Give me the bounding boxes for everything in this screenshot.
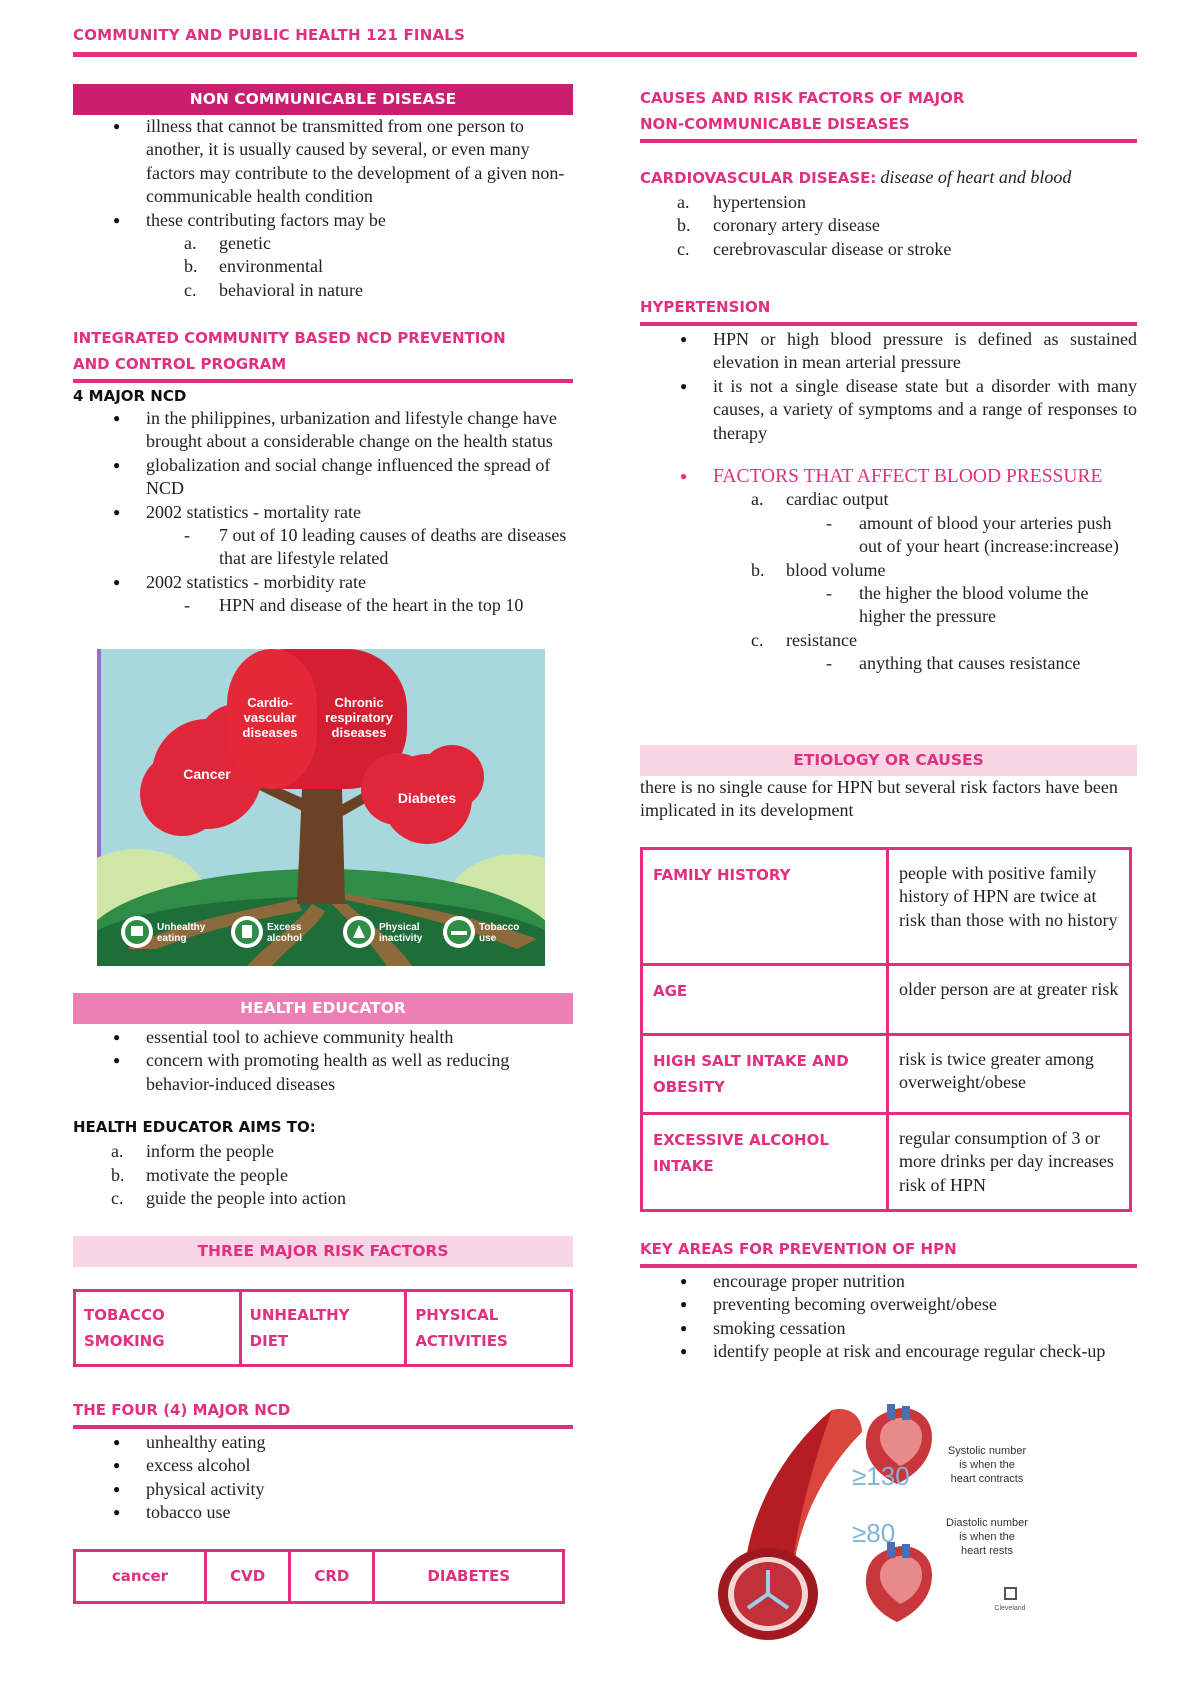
ncd-section <box>73 84 573 302</box>
cvd-item-a: a. hypertension <box>677 192 806 212</box>
tree-chronic-label-3: diseases <box>331 725 387 740</box>
icbp-dash-1: - 7 out of 10 leading causes of deaths are diseases that are lifestyle related <box>184 525 567 569</box>
etiology-head-4: EXCESSIVE ALCOHOL INTAKE <box>642 1113 888 1210</box>
systolic-text-2: is when the <box>959 1459 1015 1471</box>
icbp-bullet-4: ● 2002 statistics - morbidity rate <box>73 571 573 594</box>
health-educator-title: HEALTH EDUCATOR <box>73 993 573 1024</box>
icbp-bullet-3: ● 2002 statistics - mortality rate <box>73 501 573 524</box>
etiology-title: ETIOLOGY OR CAUSES <box>640 745 1137 776</box>
excess-alcohol-icon <box>231 916 263 948</box>
hpn-bullet-1: ● HPN or high blood pressure is defined as sustained elevation in mean arterial pressure <box>640 328 1137 375</box>
four-major-title: THE FOUR (4) MAJOR NCD <box>73 1401 291 1419</box>
tree-cardio-label-2: vascular <box>243 710 297 725</box>
factors-head: ● FACTORS THAT AFFECT BLOOD PRESSURE <box>640 465 1137 488</box>
heart-rest-icon <box>866 1542 932 1622</box>
causes-section <box>640 85 1137 261</box>
ncd-cell-cancer: cancer <box>75 1550 206 1602</box>
etiology-text: there is no single cause for HPN but several risk factors have been implicated in its development <box>640 777 1118 821</box>
factor-b: b. blood volume <box>751 559 886 580</box>
icbp-title-line-2: AND CONTROL PROGRAM <box>73 355 287 373</box>
systolic-text-1: Systolic number <box>947 1445 1027 1457</box>
prevention-item-4: ● identify people at risk and encourage regular check-up <box>640 1340 1137 1363</box>
etiology-body-1: people with positive family history of HPN are twice at risk than those with no history <box>888 848 1131 964</box>
factor-a: a. cardiac output <box>751 489 889 510</box>
ncd-factor-b: b. environmental <box>184 256 323 277</box>
etiology-body-2: older person are at greater risk <box>888 964 1131 1034</box>
prevention-title: KEY AREAS FOR PREVENTION OF HPN <box>640 1240 957 1258</box>
educator-bullet-1: ● essential tool to achieve community health <box>73 1026 573 1049</box>
ncd-bullet-1: ● illness that cannot be transmitted from one person to another, it is usually caused by several, or even many factors may contribute to the development of a given non-communicable health condition <box>73 115 573 209</box>
prevention-item-2: ● preventing becoming overweight/obese <box>640 1293 1137 1316</box>
icon-label-2a: Excess <box>267 922 302 933</box>
diastolic-value: ≥80 <box>852 1518 896 1548</box>
four-item-1: ● unhealthy eating <box>73 1431 573 1454</box>
four-ncd-table <box>73 1549 565 1604</box>
cleveland-logo-icon <box>1005 1588 1016 1599</box>
ncd-cell-crd: CRD <box>290 1550 374 1602</box>
ncd-cell-cvd: CVD <box>205 1550 289 1602</box>
ncd-factor-c: c. behavioral in nature <box>184 279 363 300</box>
etiology-body-4: regular consumption of 3 or more drinks per day increases risk of HPN <box>888 1113 1131 1210</box>
systolic-text-3: heart contracts <box>950 1473 1024 1485</box>
icbp-title-line-1: INTEGRATED COMMUNITY BASED NCD PREVENTION <box>73 329 506 347</box>
ncd-title: NON COMMUNICABLE DISEASE <box>73 84 573 115</box>
prevention-section <box>640 1236 1137 1364</box>
risk-factors-table <box>73 1289 573 1367</box>
tree-chronic-label-1: Chronic <box>334 695 384 710</box>
educator-aims-head: HEALTH EDUCATOR AIMS TO: <box>73 1118 316 1137</box>
educator-aim-b: b. motivate the people <box>111 1164 288 1185</box>
four-major-rule <box>73 1425 573 1429</box>
factor-c: c. resistance <box>751 629 857 650</box>
causes-rule <box>640 139 1137 143</box>
four-item-2: ● excess alcohol <box>73 1454 573 1477</box>
page-header <box>73 26 1137 57</box>
educator-aim-c: c. guide the people into action <box>111 1188 346 1209</box>
ncd-cell-diabetes: DIABETES <box>374 1550 564 1602</box>
icbp-dash-2: - HPN and disease of the heart in the top 10 <box>184 595 524 616</box>
risk-cell-diet: UNHEALTHY DIET <box>240 1291 406 1366</box>
ncd-factor-a: a. genetic <box>184 233 271 254</box>
health-educator-section <box>73 993 573 1210</box>
icbp-bullet-1: ● in the philippines, urbanization and lifestyle change have brought about a considerable change on the health status <box>73 407 573 454</box>
etiology-head-2: AGE <box>642 964 888 1034</box>
risk-factors-section <box>73 1236 573 1367</box>
etiology-row <box>642 964 1131 1034</box>
diastolic-text-2: is when the <box>959 1531 1015 1543</box>
systolic-value: ≥130 <box>852 1461 910 1491</box>
factor-b-dash: - the higher the blood volume the higher the pressure <box>826 583 1089 627</box>
four-major-ncd-subhead: 4 MAJOR NCD <box>73 387 187 405</box>
prevention-item-3: ● smoking cessation <box>640 1317 1137 1340</box>
icon-label-4b: use <box>479 933 497 944</box>
etiology-row <box>642 1034 1131 1113</box>
tree-chronic-label-2: respiratory <box>325 710 393 725</box>
tobacco-use-icon <box>443 916 475 948</box>
icon-label-3b: inactivity <box>379 933 423 944</box>
etiology-body-3: risk is twice greater among overweight/obese <box>888 1034 1131 1113</box>
tree-cardio-label-1: Cardio- <box>247 695 293 710</box>
hypertension-title: HYPERTENSION <box>640 298 771 316</box>
page-title: COMMUNITY AND PUBLIC HEALTH 121 FINALS <box>73 26 466 44</box>
icon-label-1a: Unhealthy <box>157 922 206 933</box>
unhealthy-eating-icon <box>121 916 153 948</box>
tree-cancer-label: Cancer <box>183 766 231 782</box>
ncd-bullet-2: ● these contributing factors may be <box>73 209 573 232</box>
header-rule <box>73 52 1137 57</box>
four-item-4: ● tobacco use <box>73 1501 573 1524</box>
icon-label-3a: Physical <box>379 922 420 933</box>
factor-c-dash: - anything that causes resistance <box>826 653 1081 674</box>
causes-title-line-1: CAUSES AND RISK FACTORS OF MAJOR <box>640 89 965 107</box>
diastolic-text-1: Diastolic number <box>946 1517 1028 1529</box>
icbp-rule <box>73 379 573 383</box>
icbp-section <box>73 325 573 618</box>
diastolic-text-3: heart rests <box>961 1545 1013 1557</box>
prevention-rule <box>640 1264 1137 1268</box>
icon-label-1b: eating <box>157 933 187 944</box>
cvd-item-c: c. cerebrovascular disease or stroke <box>677 238 952 259</box>
tree-diabetes-label: Diabetes <box>397 790 457 806</box>
hpn-bullet-2: ● it is not a single disease state but a disorder with many causes, a variety of symptoms and a range of responses to therapy <box>640 375 1137 445</box>
four-item-3: ● physical activity <box>73 1478 573 1501</box>
etiology-table <box>640 847 1132 1212</box>
etiology-row <box>642 848 1131 964</box>
cvd-label: CARDIOVASCULAR DISEASE: <box>640 169 877 187</box>
icbp-bullet-2: ● globalization and social change influenced the spread of NCD <box>73 454 573 501</box>
icon-label-4a: Tobacco <box>479 922 520 933</box>
causes-title-line-2: NON-COMMUNICABLE DISEASES <box>640 115 910 133</box>
cvd-desc: disease of heart and blood <box>880 167 1072 187</box>
cvd-line <box>640 165 1137 191</box>
educator-aim-a: a. inform the people <box>111 1141 274 1162</box>
cleveland-logo-text: Cleveland <box>994 1605 1026 1612</box>
factor-a-dash: - amount of blood your arteries push out of your heart (increase:increase) <box>826 512 1119 557</box>
tree-cardio-label-3: diseases <box>242 725 298 740</box>
blood-pressure-figure <box>682 1402 1102 1642</box>
hypertension-section <box>640 294 1137 676</box>
etiology-head-3: HIGH SALT INTAKE AND OBESITY <box>642 1034 888 1113</box>
ncd-tree-image <box>97 649 545 966</box>
prevention-item-1: ● encourage proper nutrition <box>640 1270 1137 1293</box>
icon-label-2b: alcohol <box>267 933 303 944</box>
cvd-item-b: b. coronary artery disease <box>677 215 880 236</box>
etiology-section <box>640 745 1137 1212</box>
hypertension-rule <box>640 322 1137 326</box>
physical-inactivity-icon <box>343 916 375 948</box>
educator-bullet-2: ● concern with promoting health as well as reducing behavior-induced diseases <box>73 1049 573 1096</box>
four-major-ncd-section <box>73 1397 573 1604</box>
risk-cell-tobacco: TOBACCO SMOKING <box>75 1291 241 1366</box>
etiology-head-1: FAMILY HISTORY <box>642 848 888 964</box>
etiology-row <box>642 1113 1131 1210</box>
risk-factors-title: THREE MAJOR RISK FACTORS <box>73 1236 573 1267</box>
risk-cell-physical: PHYSICAL ACTIVITIES <box>406 1291 572 1366</box>
